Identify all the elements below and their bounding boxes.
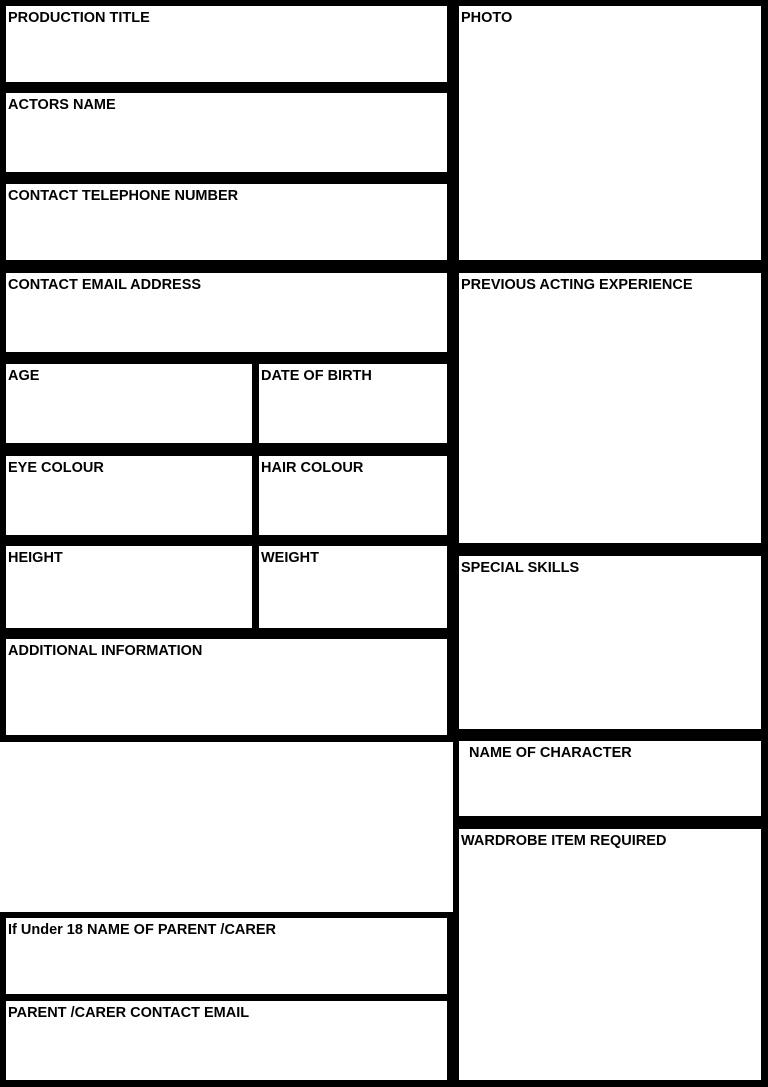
height-label: HEIGHT <box>8 550 63 566</box>
parent-name-field[interactable] <box>6 918 447 994</box>
previous-experience-label: PREVIOUS ACTING EXPERIENCE <box>461 277 693 293</box>
special-skills-label: SPECIAL SKILLS <box>461 560 580 576</box>
contact-email-label: CONTACT EMAIL ADDRESS <box>8 277 202 293</box>
contact-telephone-label: CONTACT TELEPHONE NUMBER <box>8 188 239 204</box>
additional-information-label: ADDITIONAL INFORMATION <box>8 643 203 659</box>
height-field[interactable] <box>6 546 252 628</box>
special-skills-field[interactable] <box>459 556 761 729</box>
photo-label: PHOTO <box>461 10 513 26</box>
contact-email-field[interactable] <box>6 273 447 352</box>
age-field[interactable] <box>6 364 252 443</box>
actors-name-label: ACTORS NAME <box>8 97 116 113</box>
name-of-character-label: NAME OF CHARACTER <box>469 745 632 761</box>
parent-email-field[interactable] <box>6 1001 447 1080</box>
date-of-birth-field[interactable] <box>259 364 447 443</box>
photo-field[interactable] <box>459 6 761 260</box>
wardrobe-item-label: WARDROBE ITEM REQUIRED <box>461 833 667 849</box>
eye-colour-field[interactable] <box>6 456 252 535</box>
empty-area <box>0 742 453 912</box>
parent-name-label: If Under 18 NAME OF PARENT /CARER <box>8 922 277 938</box>
weight-field[interactable] <box>259 546 447 628</box>
wardrobe-item-field[interactable] <box>459 829 761 1080</box>
production-title-field[interactable] <box>6 6 447 82</box>
eye-colour-label: EYE COLOUR <box>8 460 104 476</box>
name-of-character-field[interactable] <box>459 741 761 816</box>
weight-label: WEIGHT <box>261 550 319 566</box>
hair-colour-label: HAIR COLOUR <box>261 460 364 476</box>
date-of-birth-label: DATE OF BIRTH <box>261 368 372 384</box>
parent-email-label: PARENT /CARER CONTACT EMAIL <box>8 1005 250 1021</box>
production-title-label: PRODUCTION TITLE <box>8 10 150 26</box>
hair-colour-field[interactable] <box>259 456 447 535</box>
additional-information-field[interactable] <box>6 639 447 735</box>
contact-telephone-field[interactable] <box>6 184 447 260</box>
actors-name-field[interactable] <box>6 93 447 172</box>
age-label: AGE <box>8 368 40 384</box>
previous-experience-field[interactable] <box>459 273 761 543</box>
